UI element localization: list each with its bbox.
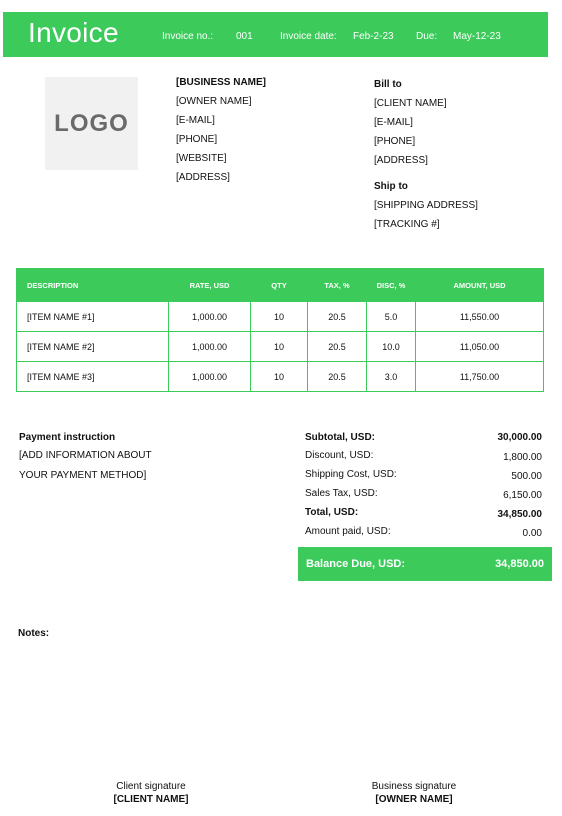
notes-label: Notes: bbox=[18, 628, 50, 639]
amount-paid-value: 0.00 bbox=[522, 528, 542, 539]
bill-to-label: Bill to bbox=[374, 79, 402, 90]
cell-disc: 10.0 bbox=[367, 332, 416, 362]
balance-due-label: Balance Due, USD: bbox=[306, 558, 406, 570]
cell-amount: 11,750.00 bbox=[416, 362, 544, 392]
shipping-label: Shipping Cost, USD: bbox=[305, 469, 397, 480]
total-value: 34,850.00 bbox=[497, 509, 542, 520]
table-row bbox=[17, 362, 544, 392]
business-website: [WEBSITE] bbox=[176, 153, 227, 164]
business-address: [ADDRESS] bbox=[176, 172, 230, 183]
client-signature-label: Client signature bbox=[116, 781, 186, 792]
cell-disc: 5.0 bbox=[367, 302, 416, 332]
logo-placeholder bbox=[45, 77, 138, 170]
bill-to-block bbox=[374, 75, 447, 170]
payment-instruction-line: YOUR PAYMENT METHOD] bbox=[19, 470, 147, 481]
owner-name: [OWNER NAME] bbox=[176, 96, 252, 107]
cell-amount: 11,050.00 bbox=[416, 332, 544, 362]
business-signature-label: Business signature bbox=[371, 781, 457, 792]
client-signature-name: [CLIENT NAME] bbox=[113, 794, 189, 805]
cell-description: [ITEM NAME #2] bbox=[17, 332, 169, 362]
column-header-qty: QTY bbox=[251, 269, 308, 302]
invoice-no-label: Invoice no.: bbox=[162, 31, 214, 42]
subtotal-label: Subtotal, USD: bbox=[305, 432, 375, 443]
client-address: [ADDRESS] bbox=[374, 155, 428, 166]
invoice-date-value: Feb-2-23 bbox=[353, 31, 394, 42]
cell-tax: 20.5 bbox=[308, 362, 367, 392]
payment-instruction-title: Payment instruction bbox=[19, 432, 116, 443]
table-row bbox=[17, 332, 544, 362]
business-info bbox=[176, 73, 266, 187]
cell-rate: 1,000.00 bbox=[169, 362, 251, 392]
column-header-amount: AMOUNT, USD bbox=[416, 269, 544, 302]
ship-to-label: Ship to bbox=[374, 181, 408, 192]
cell-disc: 3.0 bbox=[367, 362, 416, 392]
due-date-value: May-12-23 bbox=[453, 31, 501, 42]
column-header-tax: TAX, % bbox=[308, 269, 367, 302]
invoice-no-value: 001 bbox=[236, 31, 253, 42]
discount-value: 1,800.00 bbox=[503, 452, 542, 463]
sales-tax-value: 6,150.00 bbox=[503, 490, 542, 501]
column-header-description: DESCRIPTION bbox=[17, 269, 169, 302]
ship-to-block bbox=[374, 177, 478, 234]
business-signature-name: [OWNER NAME] bbox=[375, 794, 453, 805]
business-name: [BUSINESS NAME] bbox=[176, 77, 267, 88]
shipping-address: [SHIPPING ADDRESS] bbox=[374, 200, 478, 211]
logo-text: LOGO bbox=[54, 109, 129, 137]
payment-instruction-line: [ADD INFORMATION ABOUT bbox=[19, 450, 152, 461]
table-header-row bbox=[17, 269, 544, 302]
total-label: Total, USD: bbox=[305, 507, 359, 518]
table-row bbox=[17, 302, 544, 332]
business-email: [E-MAIL] bbox=[176, 115, 215, 126]
cell-tax: 20.5 bbox=[308, 302, 367, 332]
client-email: [E-MAIL] bbox=[374, 117, 413, 128]
cell-qty: 10 bbox=[251, 302, 308, 332]
cell-rate: 1,000.00 bbox=[169, 332, 251, 362]
items-table bbox=[16, 268, 544, 392]
client-phone: [PHONE] bbox=[374, 136, 416, 147]
tracking-number: [TRACKING #] bbox=[374, 219, 440, 230]
cell-qty: 10 bbox=[251, 362, 308, 392]
column-header-disc: DISC, % bbox=[367, 269, 416, 302]
balance-due-value: 34,850.00 bbox=[495, 558, 544, 570]
due-label: Due: bbox=[416, 31, 438, 42]
shipping-value: 500.00 bbox=[511, 471, 542, 482]
cell-tax: 20.5 bbox=[308, 332, 367, 362]
balance-due-band bbox=[298, 547, 552, 581]
cell-qty: 10 bbox=[251, 332, 308, 362]
discount-label: Discount, USD: bbox=[305, 450, 374, 461]
cell-description: [ITEM NAME #1] bbox=[17, 302, 169, 332]
business-phone: [PHONE] bbox=[176, 134, 218, 145]
cell-description: [ITEM NAME #3] bbox=[17, 362, 169, 392]
invoice-title: Invoice bbox=[28, 17, 119, 48]
column-header-rate: RATE, USD bbox=[169, 269, 251, 302]
cell-amount: 11,550.00 bbox=[416, 302, 544, 332]
cell-rate: 1,000.00 bbox=[169, 302, 251, 332]
sales-tax-label: Sales Tax, USD: bbox=[305, 488, 378, 499]
invoice-date-label: Invoice date: bbox=[280, 31, 337, 42]
amount-paid-label: Amount paid, USD: bbox=[305, 526, 391, 537]
subtotal-value: 30,000.00 bbox=[497, 432, 542, 443]
client-name: [CLIENT NAME] bbox=[374, 98, 447, 109]
